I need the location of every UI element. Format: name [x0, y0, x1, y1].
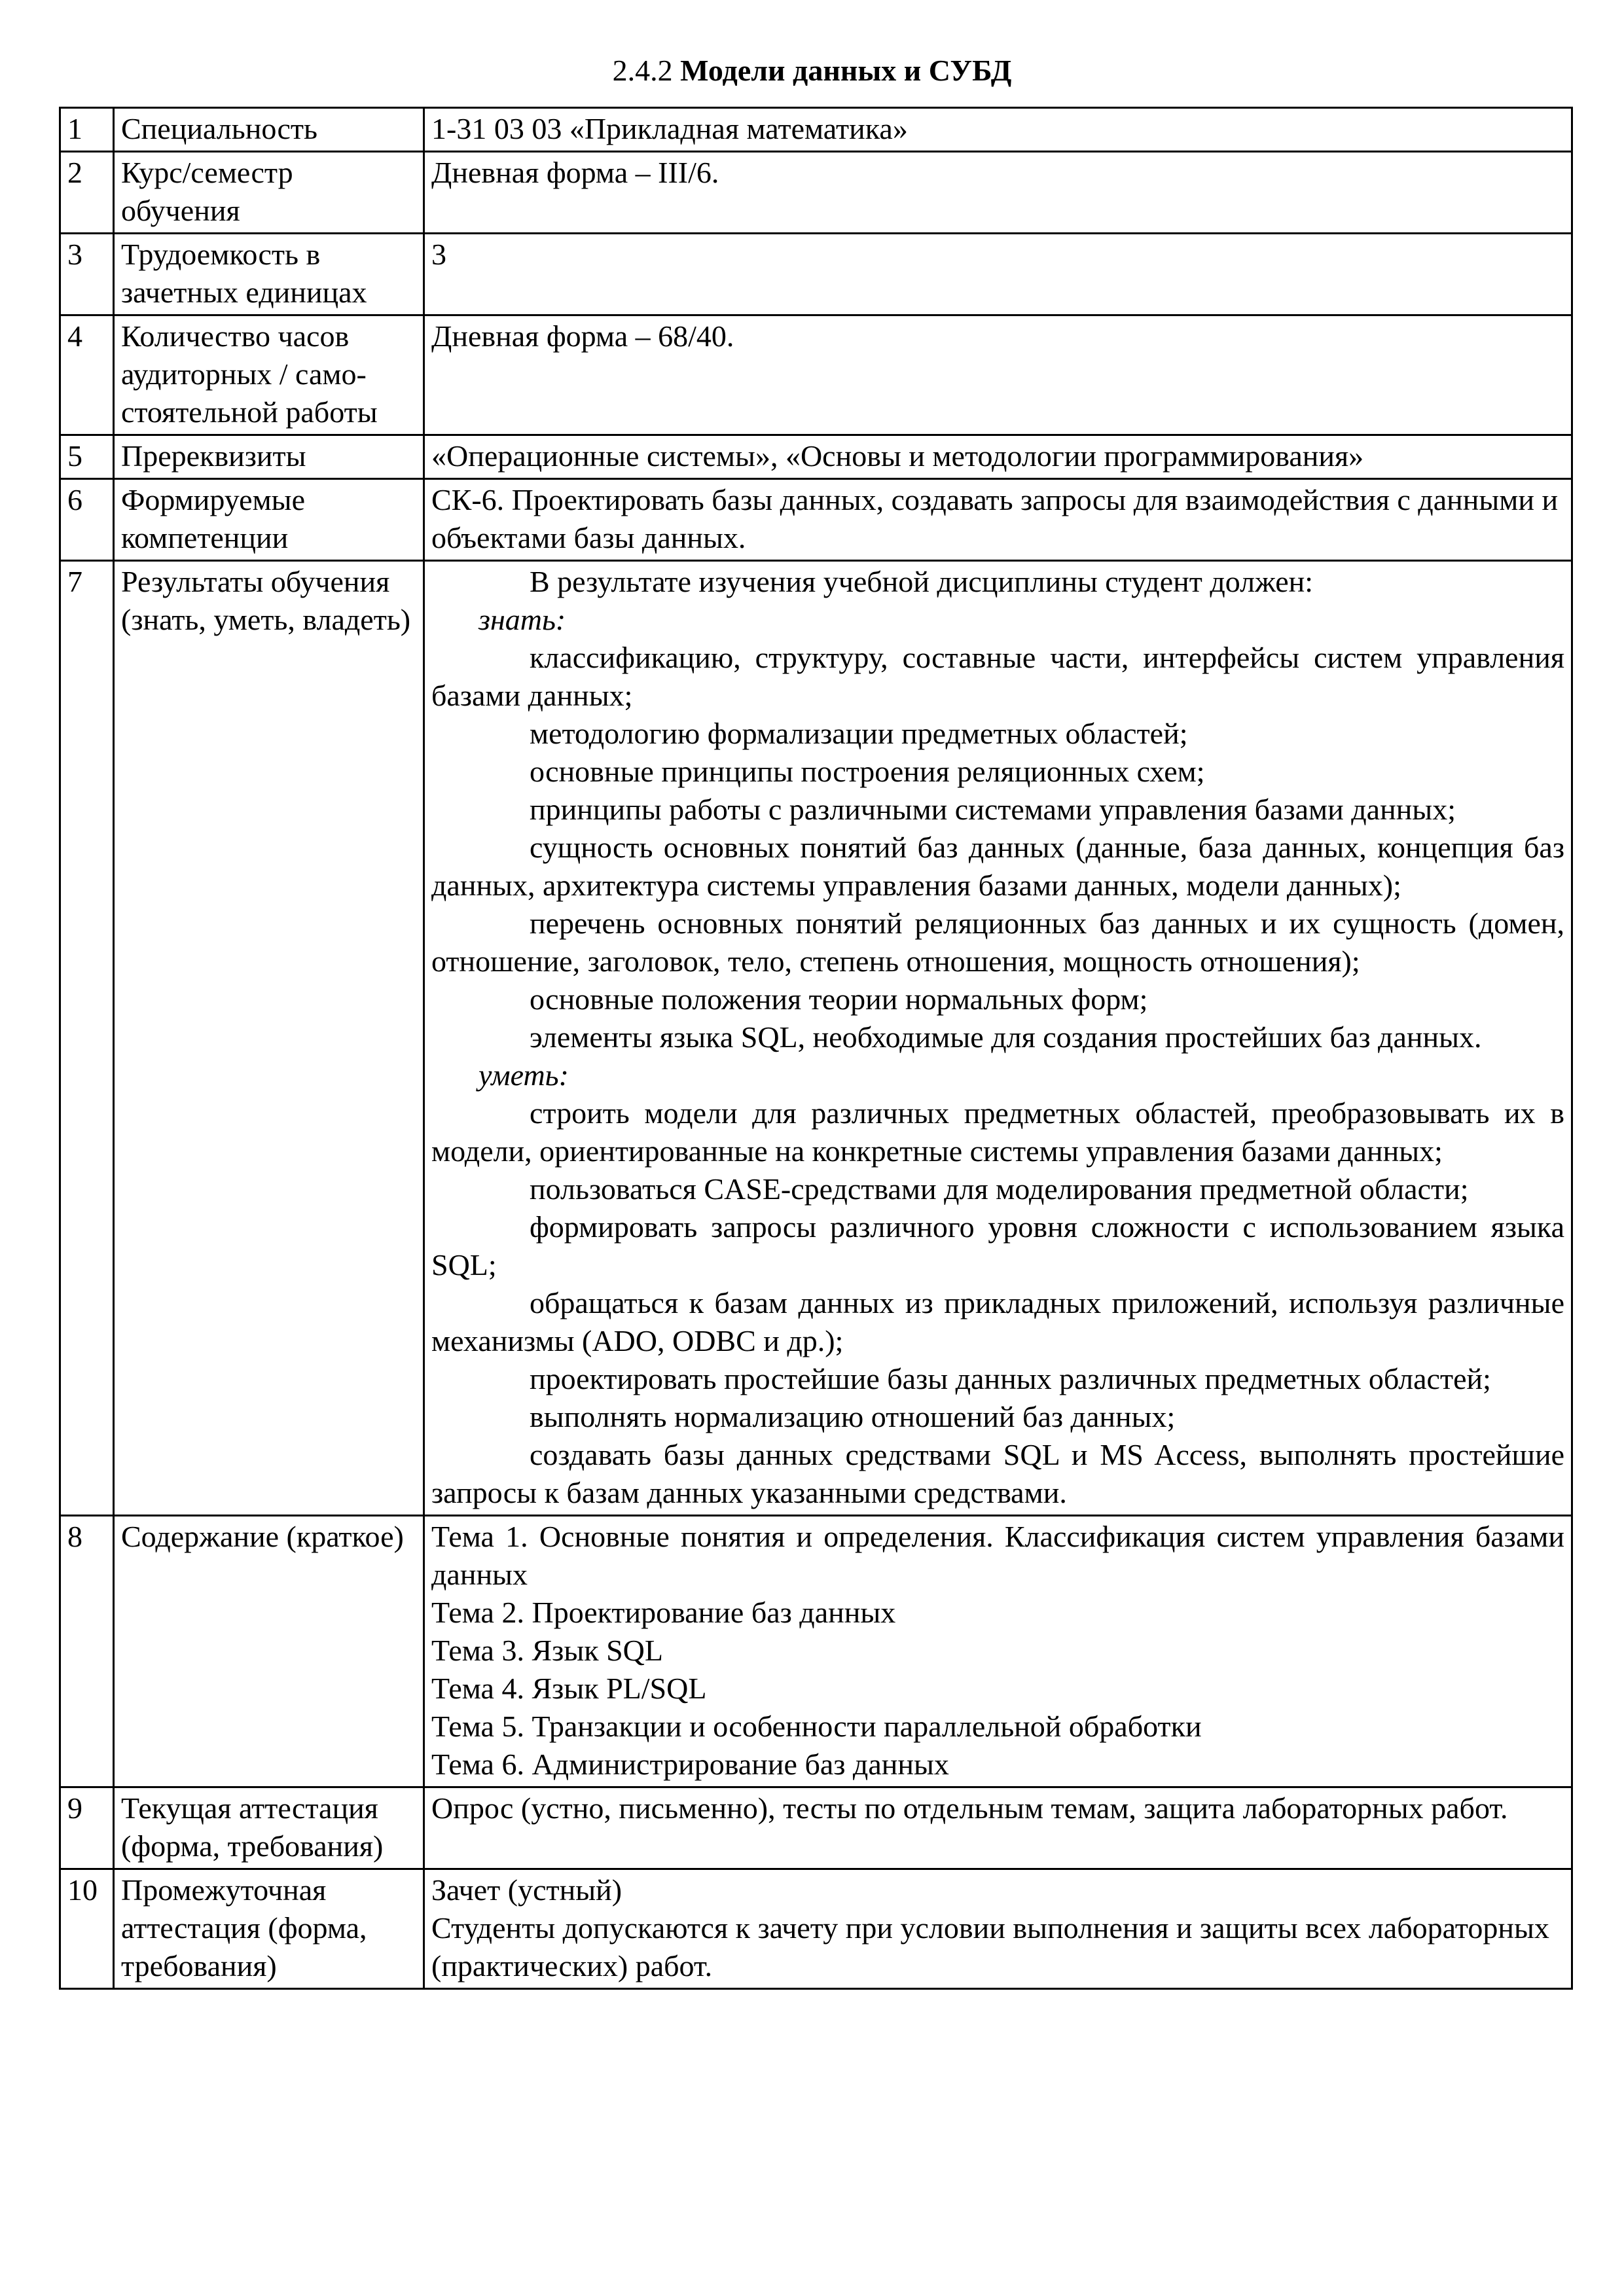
can-header: уметь: [478, 1058, 569, 1092]
row-value: Дневная форма – 68/40. [424, 315, 1572, 435]
table-row [60, 1787, 1572, 1869]
know-item: основные принципы построения реляционных схем; [530, 755, 1205, 788]
row-value: 3 [424, 234, 1572, 315]
table-row [60, 1516, 1572, 1787]
table-row [60, 108, 1572, 152]
row-label: Содержание (краткое) [114, 1516, 424, 1787]
row-number: 10 [60, 1869, 114, 1989]
learning-outcomes [424, 561, 1572, 1516]
know-item: принципы работы с различными системами управления базами данных; [530, 793, 1456, 826]
topic-item: Тема 6. Администрирование баз данных [431, 1748, 949, 1781]
row-number: 2 [60, 152, 114, 234]
can-item: проектировать простейшие базы данных различных предметных областей; [530, 1362, 1491, 1395]
row-value [424, 1869, 1572, 1989]
know-item: основные положения теории нормальных форм; [530, 982, 1148, 1016]
know-item: элементы языка SQL, необходимые для создания простейших баз данных. [530, 1020, 1482, 1054]
discipline-table [59, 107, 1573, 1990]
row-value: «Операционные системы», «Основы и методологии программирования» [424, 435, 1572, 479]
can-item: обращаться к базам данных из прикладных приложений, используя различные механизмы (ADO, ODBC и др.); [431, 1286, 1564, 1357]
know-item: сущность основных понятий баз данных (данные, база данных, концепция баз данных, архитектура системы управления базами данных, модели данных); [431, 831, 1564, 902]
row-label: Промежуточная аттестация (форма, требования) [114, 1869, 424, 1989]
table-row [60, 234, 1572, 315]
row-value: СК-6. Проектировать базы данных, создавать запросы для взаимодействия с данными и объектами базы данных. [424, 479, 1572, 561]
table-row [60, 435, 1572, 479]
table-row [60, 152, 1572, 234]
table-row [60, 561, 1572, 1516]
row-label: Трудоемкость в зачетных единицах [114, 234, 424, 315]
row-label: Результаты обучения (знать, уметь, владеть) [114, 561, 424, 1516]
topic-item: Тема 1. Основные понятия и определения. Классификация систем управления базами данных [431, 1520, 1564, 1591]
know-item: перечень основных понятий реляционных баз данных и их сущность (домен, отношение, заголовок, тело, степень отношения, мощность отношения); [431, 906, 1564, 978]
know-item: методологию формализации предметных областей; [530, 717, 1188, 750]
can-item: строить модели для различных предметных областей, преобразовывать их в модели, ориентированные на конкретные системы управления базами данных; [431, 1096, 1564, 1168]
row-number: 8 [60, 1516, 114, 1787]
row-number: 5 [60, 435, 114, 479]
page-title [0, 51, 1624, 90]
value-line: Студенты допускаются к зачету при условии выполнения и защиты всех лабораторных (практических) работ. [431, 1911, 1549, 1982]
table-row [60, 479, 1572, 561]
row-label: Специальность [114, 108, 424, 152]
row-number: 1 [60, 108, 114, 152]
row-value: Опрос (устно, письменно), тесты по отдельным темам, защита лабораторных работ. [424, 1787, 1572, 1869]
know-item: классификацию, структуру, составные части, интерфейсы систем управления базами данных; [431, 641, 1564, 712]
row-number: 6 [60, 479, 114, 561]
row-number: 7 [60, 561, 114, 1516]
row-label: Текущая аттестация (форма, требования) [114, 1787, 424, 1869]
can-item: формировать запросы различного уровня сложности с использованием языка SQL; [431, 1210, 1564, 1282]
row-number: 3 [60, 234, 114, 315]
know-header: знать: [478, 603, 566, 636]
title-number: 2.4.2 [612, 54, 681, 87]
row-value: 1-31 03 03 «Прикладная математика» [424, 108, 1572, 152]
table-row [60, 1869, 1572, 1989]
title-text: Модели данных и СУБД [680, 54, 1012, 87]
can-item: выполнять нормализацию отношений баз данных; [530, 1400, 1176, 1433]
table-row [60, 315, 1572, 435]
row-label: Формируемые компетенции [114, 479, 424, 561]
value-line: Зачет (устный) [431, 1873, 623, 1907]
row-label: Количество часов аудиторных / само-стоятельной работы [114, 315, 424, 435]
row-label: Пререквизиты [114, 435, 424, 479]
topic-item: Тема 3. Язык SQL [431, 1634, 663, 1667]
row-number: 9 [60, 1787, 114, 1869]
can-item: пользоваться CASE-средствами для моделирования предметной области; [530, 1172, 1469, 1206]
content-topics [424, 1516, 1572, 1787]
row-value: Дневная форма – III/6. [424, 152, 1572, 234]
topic-item: Тема 5. Транзакции и особенности параллельной обработки [431, 1710, 1202, 1743]
topic-item: Тема 4. Язык PL/SQL [431, 1672, 707, 1705]
outcomes-intro: В результате изучения учебной дисциплины студент должен: [530, 565, 1314, 598]
row-number: 4 [60, 315, 114, 435]
can-item: создавать базы данных средствами SQL и MS Access, выполнять простейшие запросы к базам данных указанными средствами. [431, 1438, 1564, 1509]
row-label: Курс/семестр обучения [114, 152, 424, 234]
topic-item: Тема 2. Проектирование баз данных [431, 1596, 896, 1629]
